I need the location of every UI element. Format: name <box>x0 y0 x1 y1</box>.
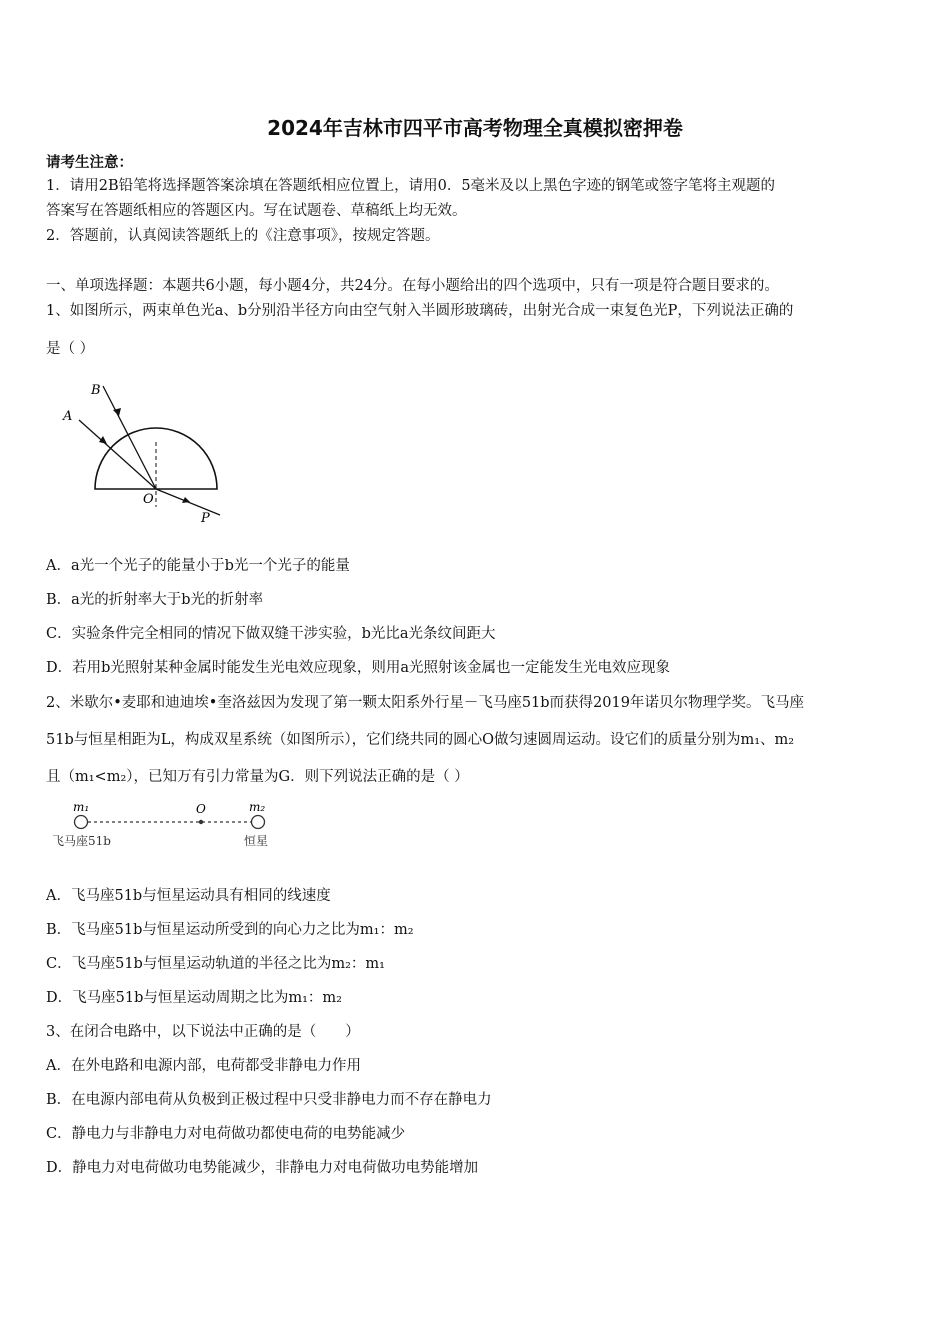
q1-option-b: B．a光的折射率大于b光的折射率 <box>46 592 264 608</box>
label-a: A <box>63 409 73 424</box>
q2-stem-line-3: 且（m₁<m₂），已知万有引力常量为G．则下列说法正确的是（ ） <box>46 769 469 785</box>
ray-a <box>79 420 156 489</box>
q2-option-b: B．飞马座51b与恒星运动所受到的向心力之比为m₁：m₂ <box>46 922 414 938</box>
q3-option-a: A．在外电路和电源内部，电荷都受非静电力作用 <box>46 1058 361 1074</box>
q2-option-d: D．飞马座51b与恒星运动周期之比为m₁：m₂ <box>46 990 342 1006</box>
q1-option-a: A．a光一个光子的能量小于b光一个光子的能量 <box>46 558 350 574</box>
q1-option-d: D．若用b光照射某种金属时能发生光电效应现象，则用a光照射该金属也一定能发生光电效应现象 <box>46 660 671 676</box>
label-planet: 飞马座51b <box>52 834 111 848</box>
ray-a-arrow <box>99 436 107 444</box>
q2-option-c: C．飞马座51b与恒星运动轨道的半径之比为m₂：m₁ <box>46 956 385 972</box>
q3-option-b: B．在电源内部电荷从负极到正极过程中只受非静电力而不存在静电力 <box>46 1092 492 1108</box>
q3-option-c: C．静电力与非静电力对电荷做功都使电荷的电势能减少 <box>46 1126 406 1142</box>
notice-line-1: 1．请用2B铅笔将选择题答案涂填在答题纸相应位置上，请用0．5毫米及以上黑色字迹的钢笔或签字笔将主观题的 <box>46 178 776 194</box>
planet-circle <box>75 816 88 829</box>
q2-stem-line-2: 51b与恒星相距为L，构成双星系统（如图所示），它们绕共同的圆心O做匀速圆周运动。设它们的质量分别为m₁、m₂ <box>46 732 795 748</box>
page-title: 2024年吉林市四平市高考物理全真模拟密押卷 <box>267 116 683 140</box>
q1-semicircle-diagram <box>55 372 235 527</box>
label-p: P <box>201 511 210 526</box>
ray-b-arrow <box>113 408 121 416</box>
q2-binary-star-diagram <box>48 798 288 858</box>
ray-b <box>103 386 156 489</box>
q3-stem: 3、在闭合电路中，以下说法中正确的是（ ） <box>46 1024 360 1040</box>
q1-option-c: C．实验条件完全相同的情况下做双缝干涉实验，b光比a光条纹间距大 <box>46 626 496 642</box>
label-m2: m₂ <box>249 800 266 814</box>
q1-stem-line-1: 1、如图所示，两束单色光a、b分别沿半径方向由空气射入半圆形玻璃砖，出射光合成一束复色光P，下列说法正确的 <box>46 303 794 319</box>
label-o: O <box>196 802 206 816</box>
notice-heading: 请考生注意： <box>46 154 133 171</box>
notice-line-2: 答案写在答题纸相应的答题区内。写在试题卷、草稿纸上均无效。 <box>46 203 467 219</box>
section-heading: 一、单项选择题：本题共6小题，每小题4分，共24分。在每小题给出的四个选项中，只有一项是符合题目要求的。 <box>46 278 779 294</box>
q1-stem-line-2: 是（ ） <box>46 341 95 357</box>
notice-line-3: 2．答题前，认真阅读答题纸上的《注意事项》，按规定答题。 <box>46 228 440 244</box>
q3-option-d: D．静电力对电荷做功电势能减少，非静电力对电荷做功电势能增加 <box>46 1160 479 1176</box>
star-circle <box>252 816 265 829</box>
center-dot <box>199 820 203 824</box>
label-m1: m₁ <box>73 800 90 814</box>
label-star: 恒星 <box>244 834 269 848</box>
label-o: O <box>143 492 154 507</box>
q2-stem-line-1: 2、米歇尔•麦耶和迪迪埃•奎洛兹因为发现了第一颗太阳系外行星－飞马座51b而获得2019年诺贝尔物理学奖。飞马座 <box>46 695 804 711</box>
label-b: B <box>91 383 101 398</box>
q2-option-a: A．飞马座51b与恒星运动具有相同的线速度 <box>46 888 331 904</box>
